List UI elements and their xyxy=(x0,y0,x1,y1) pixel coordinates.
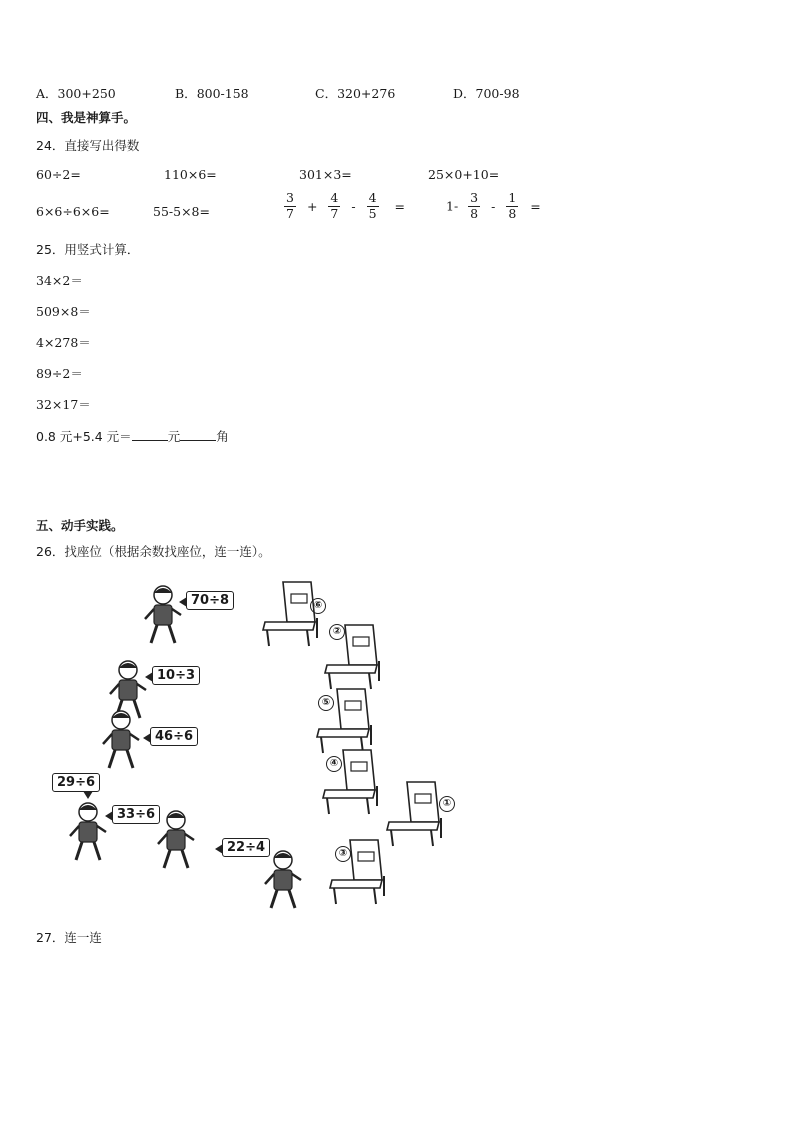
kid-3 xyxy=(103,711,139,768)
kid-bubble-29-div-6: 29÷6 xyxy=(52,773,100,792)
q25-title: 25．用竖式计算． xyxy=(36,242,140,257)
q24-fraction-expression-2: 1- $\frac{3}{8}$ - $\frac{1}{8}$ = xyxy=(446,190,541,221)
kid-2 xyxy=(110,661,146,718)
q25-money-question: 0.8 元+5.4 元＝ 元 角 xyxy=(36,429,229,444)
answer-blank-jiao[interactable] xyxy=(180,428,216,441)
kid-bubble-22-div-4: 22÷4 xyxy=(222,838,270,857)
q24-title: 24．直接写出得数 xyxy=(36,138,140,153)
q24-item-1: 60÷2= xyxy=(36,167,81,182)
q24-item-2: 110×6= xyxy=(164,167,217,182)
fraction: $\frac{3}{8}$ xyxy=(470,190,479,221)
chair-6 xyxy=(263,582,317,646)
q24-item-3: 301×3= xyxy=(299,167,352,182)
kid-bubble-10-div-3: 10÷3 xyxy=(152,666,200,685)
kid-1 xyxy=(145,586,181,643)
kid-bubble-70-div-8: 70÷8 xyxy=(186,591,234,610)
q25-item-2: 509×8＝ xyxy=(36,304,91,319)
q25-item-5: 32×17＝ xyxy=(36,397,91,412)
kid-4 xyxy=(70,803,106,860)
seat-number-5: ⑤ xyxy=(318,695,334,711)
q27-title: 27．连一连 xyxy=(36,930,102,945)
kid-bubble-33-div-6: 33÷6 xyxy=(112,805,160,824)
fraction: $\frac{4}{7}$ xyxy=(330,190,339,221)
choice-a: A．300+250 xyxy=(36,86,116,101)
answer-blank-yuan[interactable] xyxy=(132,428,168,441)
q24-fraction-expression-1: $\frac{3}{7}$ + $\frac{4}{7}$ - $\frac{4}{5}$ = xyxy=(286,190,405,221)
seat-matching-illustration xyxy=(0,570,520,910)
choice-c: C．320+276 xyxy=(315,86,396,101)
q24-item-5: 6×6÷6×6= xyxy=(36,204,110,219)
choice-b: B．800-158 xyxy=(175,86,249,101)
q25-item-4: 89÷2＝ xyxy=(36,366,83,381)
seat-number-6: ⑥ xyxy=(310,598,326,614)
kid-bubble-46-div-6: 46÷6 xyxy=(150,727,198,746)
kid-5 xyxy=(158,811,194,868)
seat-number-2: ② xyxy=(329,624,345,640)
section-5-heading: 五、动手实践。 xyxy=(36,518,124,533)
fraction: $\frac{1}{8}$ xyxy=(508,190,517,221)
seat-number-4: ④ xyxy=(326,756,342,772)
fraction: $\frac{4}{5}$ xyxy=(368,190,377,221)
q25-item-1: 34×2＝ xyxy=(36,273,83,288)
seat-number-3: ③ xyxy=(335,846,351,862)
section-4-heading: 四、我是神算手。 xyxy=(36,110,137,125)
chair-1 xyxy=(387,782,441,846)
q26-title: 26．找座位（根据余数找座位，连一连）。 xyxy=(36,544,271,559)
illustration-drawing xyxy=(0,570,520,910)
seat-number-1: ① xyxy=(439,796,455,812)
kid-6 xyxy=(265,851,301,908)
choice-d: D．700-98 xyxy=(453,86,520,101)
q24-item-6: 55-5×8= xyxy=(153,204,210,219)
q24-item-4: 25×0+10= xyxy=(428,167,500,182)
fraction: $\frac{3}{7}$ xyxy=(286,190,294,221)
q25-item-3: 4×278＝ xyxy=(36,335,91,350)
